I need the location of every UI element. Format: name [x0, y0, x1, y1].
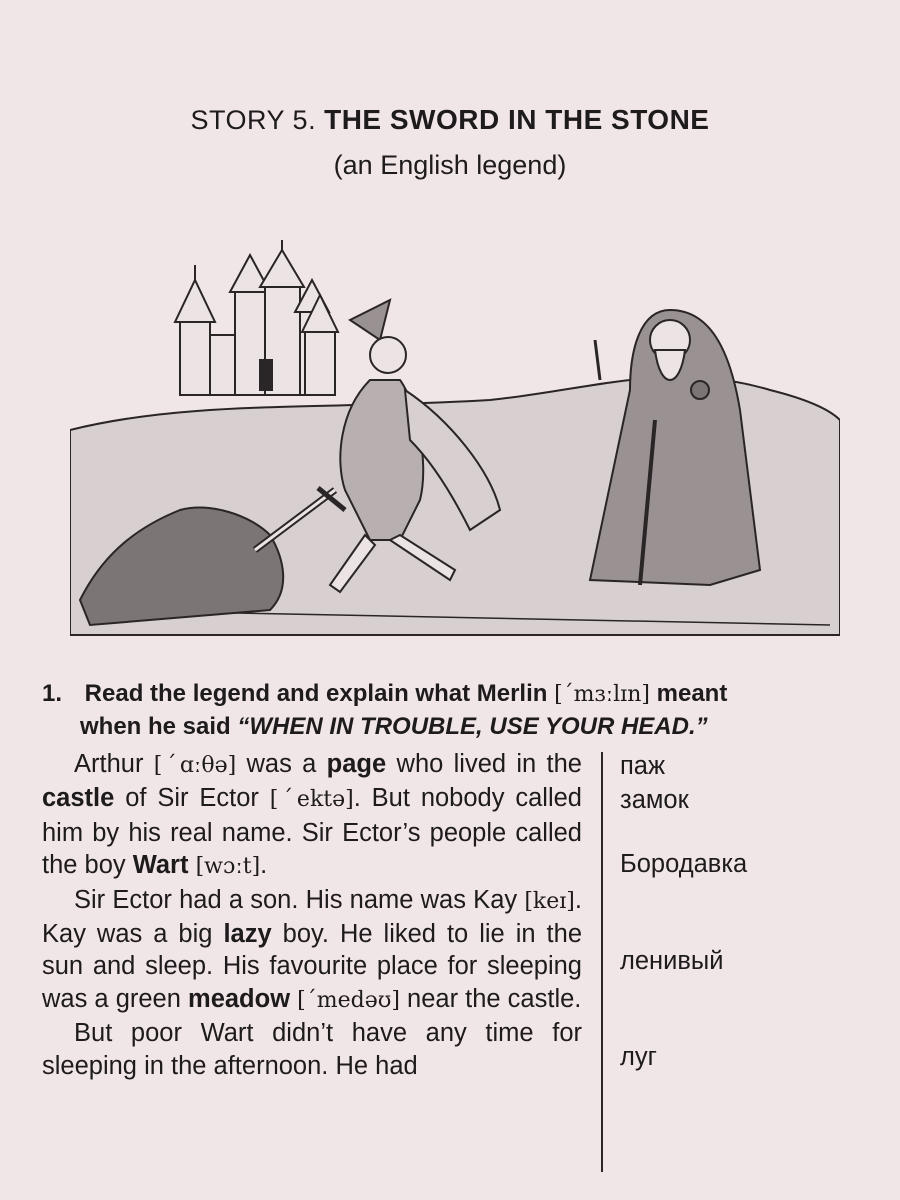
story-subtitle: (an English legend): [333, 150, 567, 180]
text-span: Arthur: [74, 750, 144, 778]
ipa-kay: [keɪ]: [524, 888, 575, 914]
text-span: Sir Ector had a son. His name was Kay: [74, 885, 518, 914]
ipa-merlin: [ˊmɜːlɪn]: [554, 682, 650, 707]
column-divider: [601, 752, 603, 1172]
ipa-meadow: [ˊmedəʊ]: [297, 987, 400, 1013]
ipa-wart: [wɔːt]: [195, 854, 261, 880]
paragraph-1: [42, 748, 582, 884]
vocab-page: page: [326, 750, 387, 778]
task-quote: “WHEN IN TROUBLE, USE YOUR HEAD.”: [237, 713, 708, 740]
text-span: who lived in the: [396, 750, 582, 778]
task-text-before: Read the legend and explain what Merlin: [84, 680, 548, 707]
gloss-castle: замок: [620, 786, 689, 814]
vocab-meadow: meadow: [188, 984, 291, 1013]
task-line2-prefix: when he said: [80, 713, 231, 740]
vocab-lazy: lazy: [223, 920, 272, 949]
gloss-meadow: луг: [620, 1043, 657, 1071]
castle: [175, 240, 338, 395]
task-number: 1.: [42, 680, 63, 707]
story-text: [42, 748, 582, 1082]
ipa-ector: [ˊektə]: [269, 787, 354, 813]
ipa-arthur: [ˊɑːθə]: [153, 753, 237, 778]
vocab-castle: castle: [42, 784, 115, 813]
text-span: .: [260, 851, 268, 880]
gloss-wart: Бородавка: [620, 850, 748, 878]
text-span: . Kay was a big: [42, 885, 582, 949]
text-span: of Sir Ector: [125, 784, 259, 813]
paragraph-3: But poor Wart didn’t have any time for sleeping in the afternoon. He had: [42, 1019, 582, 1080]
text-span: was a: [246, 750, 317, 778]
text-span: . But nobody called him by his real name. Sir Ector’s people called the boy: [42, 784, 582, 880]
gloss-page: паж: [620, 752, 666, 780]
task-instruction: [42, 678, 872, 743]
text-span: boy. He liked to lie in the sun and sleep. His favourite place for sleeping was a green: [42, 920, 583, 1013]
text-span: near the castle.: [407, 984, 582, 1013]
paragraph-2: [42, 884, 582, 1018]
task-text-after: meant: [656, 680, 728, 707]
story-title-line: [0, 104, 900, 136]
story-illustration: [70, 240, 840, 650]
story-label: STORY 5.: [190, 105, 317, 135]
story-title: THE SWORD IN THE STONE: [324, 104, 710, 135]
vocab-wart: Wart: [132, 851, 189, 880]
gloss-lazy: ленивый: [620, 947, 724, 975]
